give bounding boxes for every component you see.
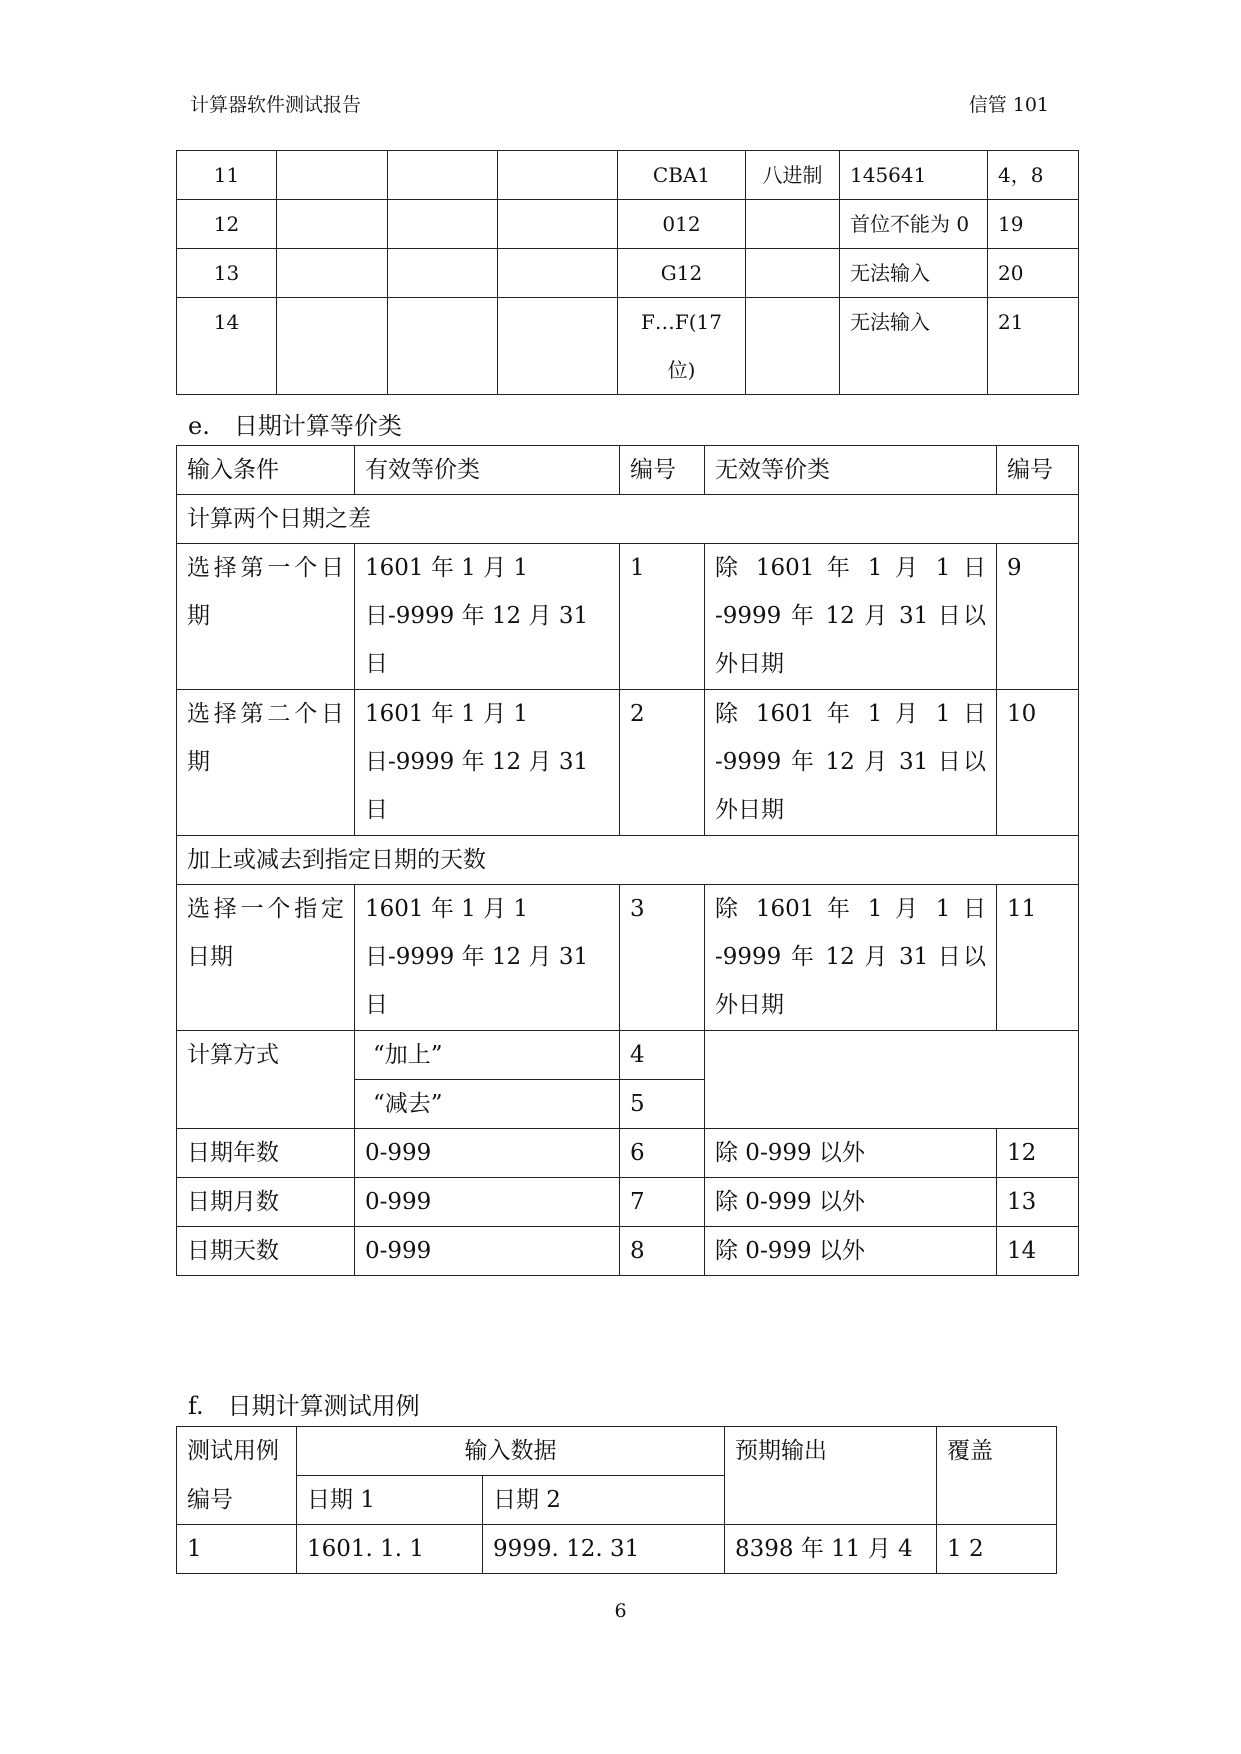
table-row: “减去” 5 xyxy=(177,1080,1079,1129)
table-row: 计算方式 “加上” 4 xyxy=(177,1031,1079,1080)
header-class: 信管 101 xyxy=(968,94,1049,116)
table-header-row: 编号 日期 1 日期 2 xyxy=(177,1476,1057,1525)
table-header-row: 测试用例 输入数据 预期输出 覆盖 xyxy=(177,1427,1057,1476)
table-row: 选择第一个日期 1601 年 1 月 1 日-9999 年 12 月 31 日 1 除 1601 年 1 月 1 日 -9999 年 12 月 31 日以外日期 9 xyxy=(177,544,1079,690)
table-row: 日期年数 0-999 6 除 0-999 以外 12 xyxy=(177,1129,1079,1178)
group-row: 加上或减去到指定日期的天数 xyxy=(177,836,1079,885)
table-row: 选择第二个日期 1601 年 1 月 1 日-9999 年 12 月 31 日 2 除 1601 年 1 月 1 日 -9999 年 12 月 31 日以外日期 10 xyxy=(177,690,1079,836)
table-row: 1 1601. 1. 1 9999. 12. 31 8398 年 11 月 4 1 2 xyxy=(177,1525,1057,1574)
date-test-case-table xyxy=(176,1426,1057,1574)
date-equivalence-table xyxy=(176,445,1079,1276)
table-row: 14 F…F(17 位) 无法输入 21 xyxy=(177,298,1079,395)
header-title: 计算器软件测试报告 xyxy=(190,94,362,116)
table-row: 12 012 首位不能为 0 19 xyxy=(177,200,1079,249)
section-e-title: e. 日期计算等价类 xyxy=(188,412,402,440)
section-f-title: f. 日期计算测试用例 xyxy=(188,1392,420,1420)
group-row: 计算两个日期之差 xyxy=(177,495,1079,544)
page-number: 6 xyxy=(614,1600,627,1622)
table-row: 日期月数 0-999 7 除 0-999 以外 13 xyxy=(177,1178,1079,1227)
table-row: 11 CBA1 八进制 145641 4，8 xyxy=(177,151,1079,200)
hex-test-table xyxy=(176,150,1079,395)
table-header-row: 输入条件 有效等价类 编号 无效等价类 编号 xyxy=(177,446,1079,495)
table-row: 选择一个指定日期 1601 年 1 月 1 日-9999 年 12 月 31 日 3 除 1601 年 1 月 1 日 -9999 年 12 月 31 日以外日期 11 xyxy=(177,885,1079,1031)
table-row: 13 G12 无法输入 20 xyxy=(177,249,1079,298)
table-row: 日期天数 0-999 8 除 0-999 以外 14 xyxy=(177,1227,1079,1276)
